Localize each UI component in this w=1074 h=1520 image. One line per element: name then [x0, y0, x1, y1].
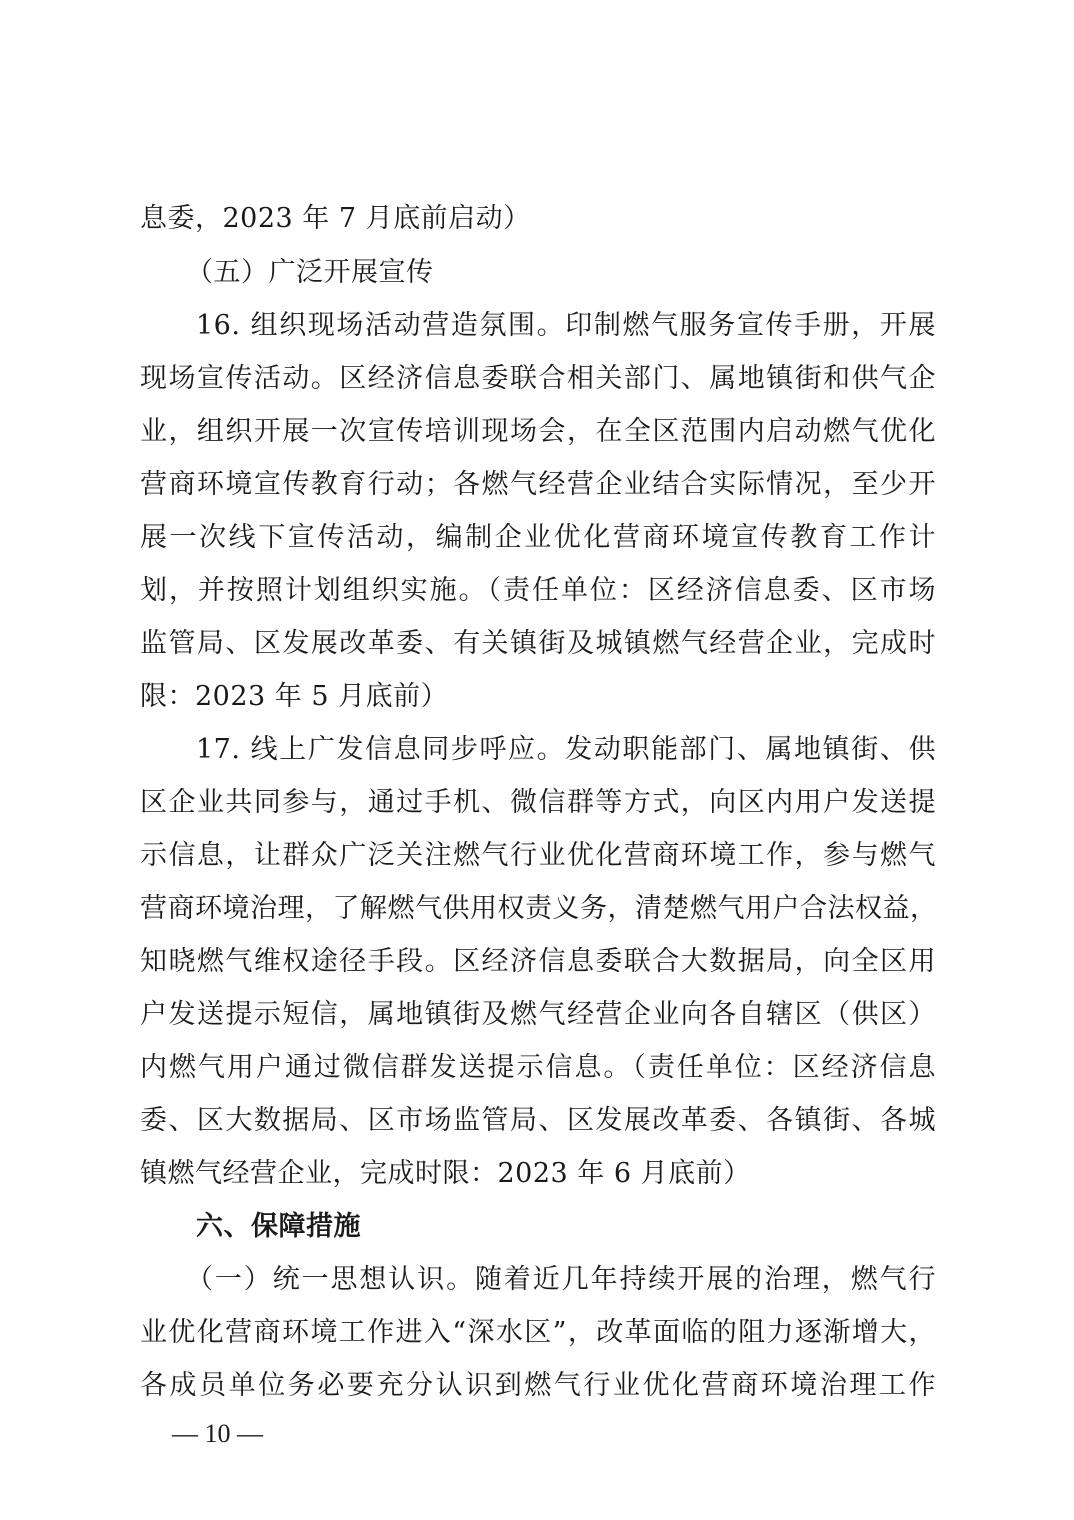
chapter-heading: 六、保障措施 — [196, 1211, 361, 1242]
paragraph-line: （一）统一思想认识。随着近几年持续开展的治理，燃气行 — [186, 1264, 936, 1295]
paragraph-line: 内燃气用户通过微信群发送提示信息。（责任单位：区经济信息 — [140, 1052, 936, 1083]
paragraph-line: 各成员单位务必要充分认识到燃气行业优化营商环境治理工作 — [140, 1370, 936, 1401]
page-number: — 10 — — [172, 1419, 263, 1448]
paragraph-line: 业优化营商环境工作进入“深水区”，改革面临的阻力逐渐增大， — [140, 1317, 936, 1348]
paragraph-line: 营商环境宣传教育行动；各燃气经营企业结合实际情况，至少开 — [140, 469, 936, 500]
paragraph-line: 户发送提示短信，属地镇街及燃气经营企业向各自辖区（供区） — [140, 999, 936, 1030]
paragraph-line: 区企业共同参与，通过手机、微信群等方式，向区内用户发送提 — [140, 787, 936, 818]
paragraph-line: 17. 线上广发信息同步呼应。发动职能部门、属地镇街、供 — [196, 734, 936, 765]
paragraph-line: 展一次线下宣传活动，编制企业优化营商环境宣传教育工作计 — [140, 522, 936, 553]
paragraph-line: 委、区大数据局、区市场监管局、区发展改革委、各镇街、各城 — [140, 1105, 936, 1136]
paragraph-line: 营商环境治理，了解燃气供用权责义务，清楚燃气用户合法权益， — [140, 893, 938, 924]
paragraph-line: 现场宣传活动。区经济信息委联合相关部门、属地镇街和供气企 — [140, 363, 936, 394]
paragraph-line: 业，组织开展一次宣传培训现场会，在全区范围内启动燃气优化 — [140, 416, 936, 447]
paragraph-line: 监管局、区发展改革委、有关镇街及城镇燃气经营企业，完成时 — [140, 628, 936, 659]
paragraph-line: 限：2023 年 5 月底前） — [140, 681, 449, 712]
text-line: 息委，2023 年 7 月底前启动） — [140, 203, 531, 234]
paragraph-line: 镇燃气经营企业，完成时限：2023 年 6 月底前） — [140, 1158, 751, 1189]
paragraph-line: 16. 组织现场活动营造氛围。印制燃气服务宣传手册，开展 — [196, 310, 936, 341]
paragraph-line: 示信息，让群众广泛关注燃气行业优化营商环境工作，参与燃气 — [140, 840, 936, 871]
section-heading: （五）广泛开展宣传 — [186, 257, 434, 288]
paragraph-line: 知晓燃气维权途径手段。区经济信息委联合大数据局，向全区用 — [140, 946, 936, 977]
paragraph-line: 划，并按照计划组织实施。（责任单位：区经济信息委、区市场 — [140, 575, 936, 606]
